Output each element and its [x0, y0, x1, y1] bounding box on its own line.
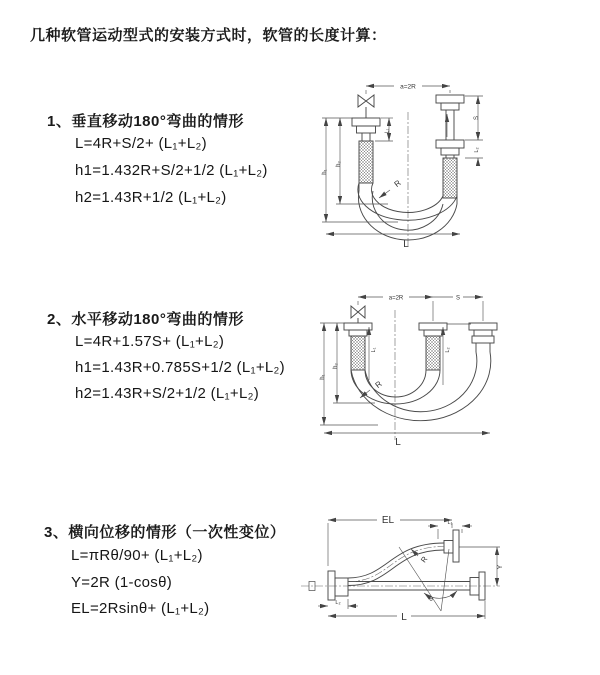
dim-label-y: Y [497, 564, 504, 570]
dim-label-h2: h₂ [336, 161, 342, 167]
left-flange [309, 571, 348, 600]
section-3-formula-Y: Y=2R (1-cosθ) [71, 574, 173, 591]
dim-label-l2: L₂ [474, 147, 480, 153]
section-2-formula-h2: h2=1.43R+S/2+1/2 (L₁+L₂) [75, 385, 260, 402]
dim-label-h1: h₁ [322, 169, 328, 175]
valve-icon [351, 306, 365, 323]
section-2-formula-L: L=4R+1.57S+ (L₁+L₂) [75, 333, 225, 350]
valve-icon [358, 95, 374, 118]
dim-label-length: L [401, 612, 407, 623]
diagram-vertical-180-bend [310, 70, 600, 260]
section-3-formula-L: L=πRθ/90+ (L₁+L₂) [71, 547, 203, 564]
diagram-horizontal-180-bend [310, 283, 600, 455]
dim-label-theta: θ [429, 596, 433, 603]
right-fitting [469, 323, 497, 352]
section-2-heading: 2、水平移动180°弯曲的情形 [47, 311, 244, 328]
left-fitting [352, 118, 380, 183]
dim-label-length: L [395, 437, 401, 448]
dim-label-l1: L₁ [371, 347, 377, 353]
dim-label-radius: R [373, 379, 384, 390]
d2-dimensions [320, 292, 490, 448]
dim-label-s: S [474, 115, 480, 121]
dim-label-a2r: a=2R [400, 83, 416, 91]
diagram-lateral-displacement [298, 505, 600, 640]
d3-dimensions [318, 513, 504, 623]
hose-u-curves [351, 352, 491, 421]
dim-label-length: L [403, 239, 409, 250]
section-2-formula-h1: h1=1.43R+0.785S+1/2 (L₁+L₂) [75, 359, 285, 376]
dim-label-radius: R [418, 554, 430, 565]
dim-label-l2: L₂ [335, 600, 341, 606]
section-1-heading: 1、垂直移动180°弯曲的情形 [47, 113, 244, 130]
left-fitting [344, 323, 372, 370]
dim-label-l1: L₁ [384, 128, 391, 134]
upper-flange [444, 530, 459, 562]
section-3-formula-EL: EL=2Rsinθ+ (L₁+L₂) [71, 600, 210, 617]
section-1-formula-L: L=4R+S/2+ (L₁+L₂) [75, 135, 207, 152]
dim-label-h1: h₁ [320, 374, 326, 380]
dim-label-l1: L₁ [447, 520, 453, 526]
hose-u-curves [358, 183, 457, 240]
dim-label-el: EL [381, 515, 395, 526]
dim-label-h2: h₂ [333, 363, 339, 369]
dim-label-l2: L₂ [445, 347, 451, 353]
displaced-hose-s-curve [348, 543, 444, 586]
section-3-heading: 3、横向位移的情形（一次性变位） [44, 524, 286, 541]
page-title: 几种软管运动型式的安装方式时，软管的长度计算： [30, 27, 387, 44]
section-1-formula-h2: h2=1.43R+1/2 (L₁+L₂) [75, 189, 227, 206]
right-fitting [436, 95, 464, 198]
dim-label-radius: R [392, 178, 403, 189]
dim-label-a2r: a=2R [388, 295, 404, 302]
section-1-formula-h1: h1=1.432R+S/2+1/2 (L₁+L₂) [75, 162, 268, 179]
dim-label-s: S [455, 295, 461, 302]
